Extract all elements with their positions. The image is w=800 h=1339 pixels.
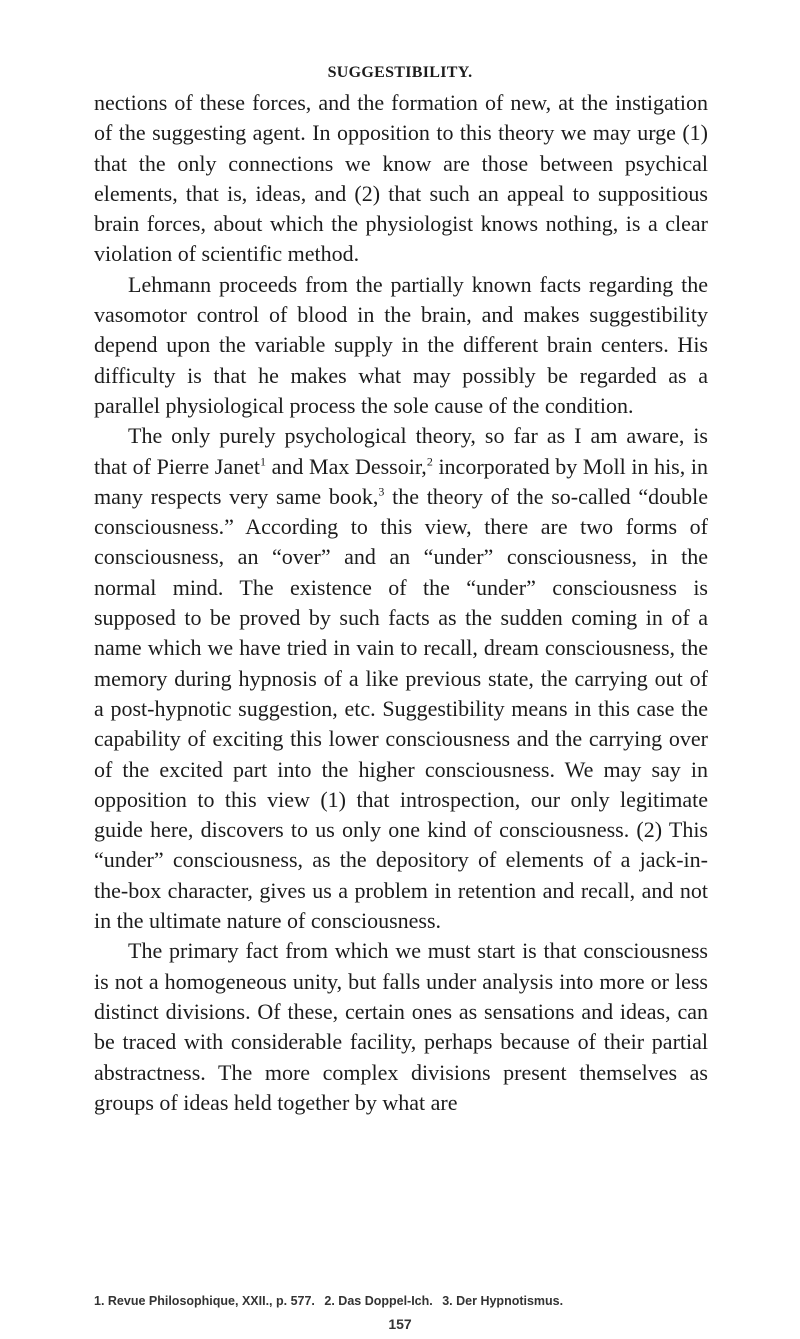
paragraph-3-part-4: the theory of the so-called “double consciousness.” According to this view, there are two forms of consciousness, an “over” and an “under” consciousness, in the normal mind. The existence of the “under” consciousness is supposed to be proved by such facts as the sudden coming in of a name which we have tried in vain to recall, dream consciousness, the memory during hypnosis of a like previous state, the carrying out of a post-hypnotic suggestion, etc. Suggestibility means in this case the capability of exciting this lower consciousness and the carrying over of the excited part into the higher consciousness. We may say in opposition to this view (1) that introspection, our only legitimate guide here, discovers to us only one kind of consciousness. (2) This “under” consciousness, as the depository of elements of a jack-in-the-box character, gives us a problem in retention and recall, and not in the ultimate nature of consciousness. [94,483,708,934]
footnote-3: 3. Der Hypnotismus. [442,1294,564,1308]
paragraph-4: The primary fact from which we must start is that consciousness is not a homogeneous unity, but falls under analysis into more or less distinct divisions. Of these, certain ones as sensations and ideas, can be traced with considerable facility, perhaps because of their partial abstractness. The more complex divisions present themselves as groups of ideas held together by what are [94,938,708,1115]
footnote-ref-3[interactable]: 3 [378,484,385,499]
footnote-ref-1[interactable]: 1 [259,454,266,469]
paragraph-3-part-1: The only purely psychological theory, so far as I am aware, is that of Pierre Janet [94,423,708,479]
footnotes [94,1292,708,1310]
footnote-ref-2[interactable]: 2 [426,454,433,469]
paragraph-3-part-2: and Max Dessoir, [265,453,427,479]
paragraph-2: Lehmann proceeds from the partially known facts regarding the vasomotor control of blood in the brain, and makes suggestibility depend upon the variable supply in the different brain centers. His difficulty is that he makes what may possibly be regarded as a parallel physiological process the sole cause of the condition. [94,271,708,418]
body-text [94,88,708,1118]
paragraph-3-part-3: incorporated by Moll in his, in many respects very same book, [94,453,708,509]
paragraph-3 [94,421,708,936]
running-head: SUGGESTIBILITY. [327,64,473,81]
page-number: 157 [388,1316,412,1332]
paragraph-1: nections of these forces, and the formation of new, at the instigation of the suggesting agent. In opposition to this theory we may urge (1) that the only connections we know are those between psychical elements, that is, ideas, and (2) that such an appeal to suppositious brain forces, about which the physiologist knows nothing, is a clear violation of scientific method. [94,90,708,267]
footnote-2: 2. Das Doppel-Ich. [324,1294,433,1308]
footnote-1: 1. Revue Philosophique, XXII., p. 577. [94,1294,315,1308]
